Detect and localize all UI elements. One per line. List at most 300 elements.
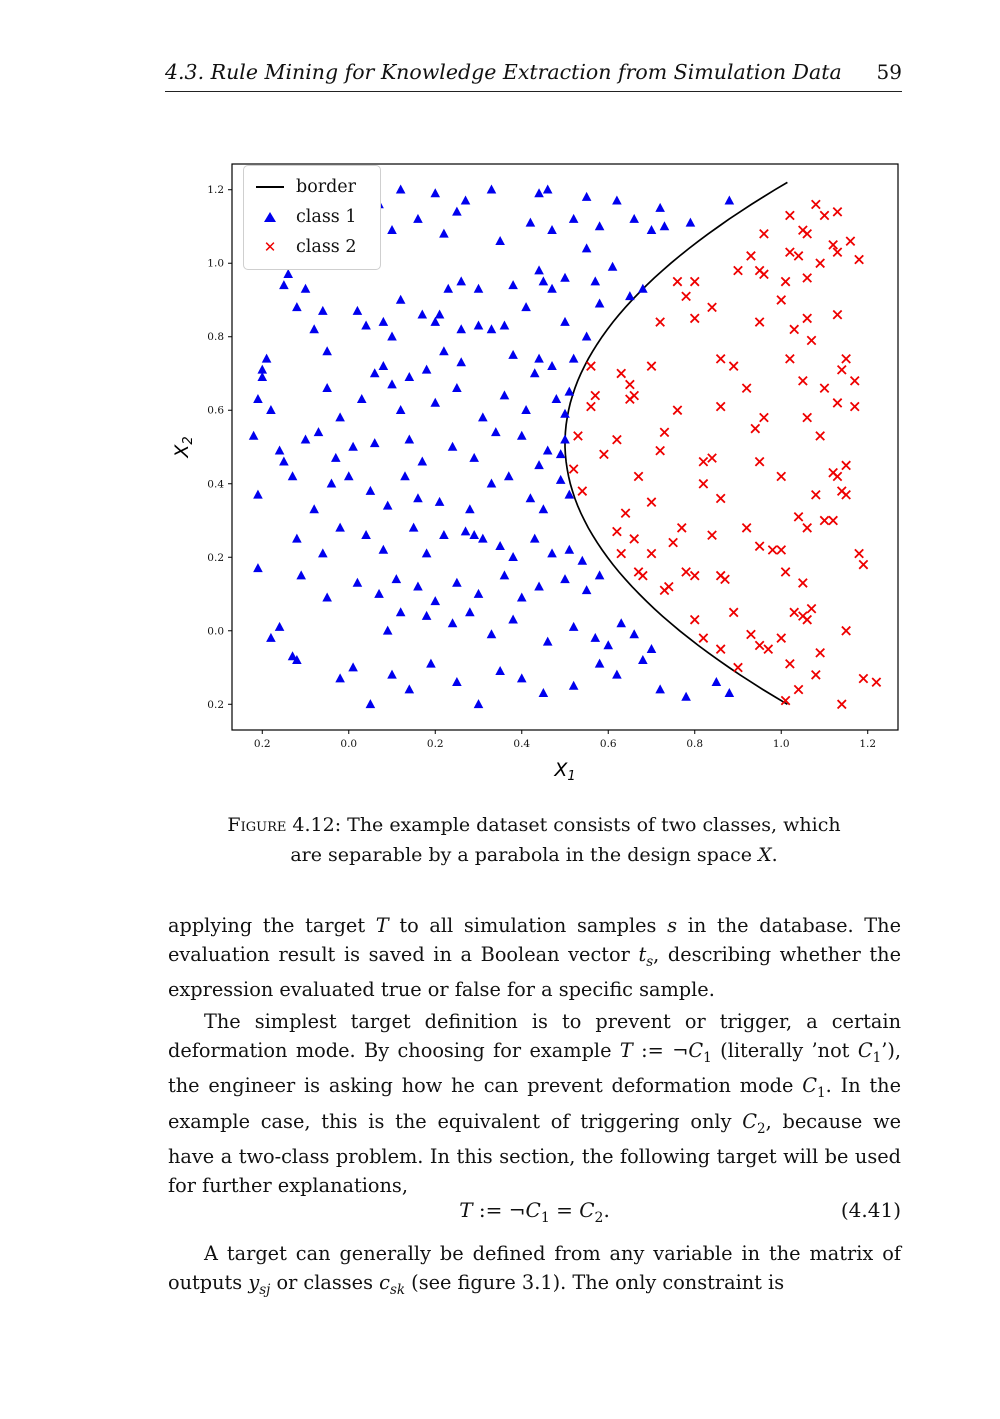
class2-marker: [820, 516, 828, 524]
class2-marker: [755, 542, 763, 550]
class1-marker: [435, 497, 445, 506]
class1-marker: [547, 284, 557, 293]
class1-marker: [448, 618, 458, 627]
class1-marker: [500, 570, 510, 579]
class1-marker: [638, 655, 648, 664]
class2-marker: [842, 355, 850, 363]
class1-marker: [612, 670, 622, 679]
class2-marker: [656, 318, 664, 326]
class2-marker: [781, 568, 789, 576]
class2-marker: [742, 524, 750, 532]
class1-marker: [456, 357, 466, 366]
y-tick-label: 0.6: [207, 404, 224, 417]
class1-marker: [279, 457, 289, 466]
class1-marker: [301, 284, 311, 293]
class2-marker: [755, 641, 763, 649]
class2-marker: [647, 549, 655, 557]
class1-marker: [543, 637, 553, 646]
class1-marker: [422, 548, 432, 557]
class1-marker: [487, 324, 497, 333]
class2-marker: [626, 380, 634, 388]
class2-marker: [859, 674, 867, 682]
class1-marker: [322, 346, 332, 355]
class1-marker: [452, 677, 462, 686]
class1-marker: [565, 387, 575, 396]
class1-marker: [543, 185, 553, 194]
class1-marker: [396, 405, 406, 414]
class1-marker: [547, 225, 557, 234]
class1-marker: [348, 662, 358, 671]
class1-marker: [253, 490, 263, 499]
class2-marker: [660, 428, 668, 436]
x-tick-label: 1.2: [859, 738, 877, 750]
class1-marker: [582, 243, 592, 252]
class1-marker: [582, 585, 592, 594]
class2-marker: [760, 230, 768, 238]
y-tick-label: 0.8: [207, 331, 224, 344]
class1-marker: [534, 581, 544, 590]
class1-marker: [487, 629, 497, 638]
class2-marker: [626, 395, 634, 403]
class1-marker: [461, 526, 471, 535]
class1-marker: [253, 563, 263, 572]
class2-marker: [846, 237, 854, 245]
class2-marker: [786, 248, 794, 256]
class1-marker: [379, 361, 389, 370]
class1-marker: [543, 445, 553, 454]
class2-marker: [747, 630, 755, 638]
class1-marker: [608, 262, 618, 271]
x-tick-label: 0.6: [599, 738, 617, 750]
class2-marker: [812, 491, 820, 499]
class1-marker: [452, 207, 462, 216]
class1-marker: [647, 644, 657, 653]
class1-marker: [253, 394, 263, 403]
y-axis-label: $X_2$: [171, 436, 196, 458]
class1-marker: [405, 372, 415, 381]
class2-marker: [621, 509, 629, 517]
class1-marker: [629, 629, 639, 638]
class2-marker: [777, 296, 785, 304]
page-number: 59: [876, 60, 902, 84]
class1-marker: [534, 188, 544, 197]
legend-entry-class2: [244, 232, 380, 262]
class1-marker: [590, 276, 600, 285]
x-tick-label: 0.2: [253, 738, 271, 750]
y-tick-label: 0.4: [207, 478, 224, 491]
class1-marker: [660, 221, 670, 230]
class1-marker: [335, 523, 345, 532]
class1-marker: [452, 383, 462, 392]
class1-marker: [725, 196, 735, 205]
class1-marker: [353, 306, 363, 315]
class1-marker: [465, 607, 475, 616]
class1-marker: [379, 317, 389, 326]
class1-marker: [590, 633, 600, 642]
class2-marker: [639, 571, 647, 579]
class1-marker: [361, 530, 371, 539]
x-axis-label: $X_1$: [554, 759, 576, 784]
class2-marker: [634, 472, 642, 480]
class2-marker: [829, 241, 837, 249]
class1-marker: [478, 412, 488, 421]
section-header-title: 4.3. Rule Mining for Knowledge Extraction from Simulation Data: [165, 60, 842, 84]
class1-marker: [521, 405, 531, 414]
class2-marker: [613, 435, 621, 443]
x-marker-icon: ✕: [263, 237, 277, 256]
class1-marker: [387, 225, 397, 234]
class1-marker: [508, 615, 518, 624]
class1-marker: [331, 453, 341, 462]
legend-label-class1: class 1: [296, 207, 357, 227]
class1-marker: [469, 530, 479, 539]
class2-marker: [794, 252, 802, 260]
class2-marker: [587, 402, 595, 410]
class2-marker: [691, 571, 699, 579]
class2-marker: [855, 549, 863, 557]
class1-marker: [430, 188, 440, 197]
class1-marker: [629, 214, 639, 223]
x-tick-label: 1.0: [772, 738, 790, 750]
y-tick-label: 0.2: [207, 551, 224, 564]
class2-marker: [742, 384, 750, 392]
y-tick-label: 0.0: [207, 625, 224, 638]
class1-marker: [534, 265, 544, 274]
class1-marker: [309, 504, 319, 513]
class2-marker: [803, 413, 811, 421]
class1-marker: [595, 221, 605, 230]
class1-marker: [344, 471, 354, 480]
class2-marker: [786, 660, 794, 668]
class1-marker: [413, 581, 423, 590]
class1-marker: [495, 541, 505, 550]
class1-marker: [275, 445, 285, 454]
class2-marker: [803, 274, 811, 282]
x-tick-label: 0.8: [686, 738, 704, 750]
class2-marker: [790, 325, 798, 333]
class1-marker: [296, 570, 306, 579]
class2-marker: [794, 513, 802, 521]
class2-marker: [820, 384, 828, 392]
class1-marker: [370, 438, 380, 447]
class2-marker: [569, 465, 577, 473]
class1-marker: [413, 214, 423, 223]
class1-marker: [517, 592, 527, 601]
class1-marker: [322, 592, 332, 601]
class1-marker: [405, 684, 415, 693]
class2-marker: [833, 310, 841, 318]
class1-marker: [530, 368, 540, 377]
class2-marker: [794, 685, 802, 693]
caption-line2: are separable by a parabola in the design space X.: [290, 844, 778, 866]
class2-marker: [600, 450, 608, 458]
class1-marker: [487, 185, 497, 194]
class2-marker: [803, 230, 811, 238]
class2-marker: [721, 575, 729, 583]
class2-marker: [574, 432, 582, 440]
class2-marker: [833, 399, 841, 407]
class1-marker: [322, 383, 332, 392]
class1-marker: [335, 673, 345, 682]
class1-marker: [655, 684, 665, 693]
class2-marker: [799, 579, 807, 587]
class2-marker: [660, 586, 668, 594]
class2-marker: [816, 432, 824, 440]
class1-marker: [530, 534, 540, 543]
class1-marker: [396, 607, 406, 616]
class1-marker: [413, 493, 423, 502]
border-line-icon: [244, 186, 296, 188]
class2-marker: [691, 314, 699, 322]
class1-marker: [625, 291, 635, 300]
class2-marker: [838, 700, 846, 708]
class1-marker: [439, 346, 449, 355]
y-tick-label: 1.2: [207, 184, 224, 197]
class1-marker: [452, 578, 462, 587]
class2-marker: [803, 524, 811, 532]
class1-marker: [327, 479, 337, 488]
class1-marker: [461, 196, 471, 205]
figure-caption: [168, 810, 900, 870]
class1-marker: [430, 398, 440, 407]
class1-marker: [569, 354, 579, 363]
class1-marker: [534, 460, 544, 469]
class1-marker: [396, 185, 406, 194]
class1-marker: [474, 321, 484, 330]
class1-marker: [647, 225, 657, 234]
class1-marker: [361, 321, 371, 330]
class2-marker: [669, 538, 677, 546]
class2-marker: [716, 645, 724, 653]
class1-marker: [491, 427, 501, 436]
class2-marker: [833, 208, 841, 216]
class1-marker: [357, 394, 367, 403]
class1-marker: [595, 298, 605, 307]
class2-marker: [699, 480, 707, 488]
class1-marker: [318, 306, 328, 315]
class1-marker: [560, 273, 570, 282]
class2-marker: [859, 560, 867, 568]
class1-marker: [508, 350, 518, 359]
class2-marker: [790, 608, 798, 616]
class2-marker: [708, 531, 716, 539]
class2-marker: [647, 362, 655, 370]
class1-marker: [387, 670, 397, 679]
class1-marker: [370, 368, 380, 377]
class2-marker: [838, 366, 846, 374]
class1-marker: [582, 332, 592, 341]
class2-marker: [760, 413, 768, 421]
class1-marker: [396, 295, 406, 304]
y-tick-label: 0.2: [207, 698, 224, 711]
class1-marker: [448, 442, 458, 451]
class2-marker: [617, 369, 625, 377]
class1-marker: [348, 442, 358, 451]
equation-4-41: [168, 1198, 901, 1228]
class1-marker: [478, 534, 488, 543]
page-header: [165, 60, 902, 92]
x-tick-label: 0.0: [340, 738, 358, 750]
class2-marker: [755, 458, 763, 466]
class2-marker: [786, 355, 794, 363]
class1-marker: [383, 501, 393, 510]
class2-marker: [820, 211, 828, 219]
class2-marker: [799, 377, 807, 385]
class2-marker: [734, 663, 742, 671]
class2-marker: [803, 616, 811, 624]
class1-marker: [405, 434, 415, 443]
series-class2: [569, 200, 880, 708]
class1-marker: [283, 269, 293, 278]
class1-marker: [569, 214, 579, 223]
class1-marker: [495, 666, 505, 675]
class1-marker: [565, 545, 575, 554]
class2-marker: [682, 292, 690, 300]
class1-marker: [435, 309, 445, 318]
class1-marker: [456, 324, 466, 333]
caption-label: Figure 4.12:: [227, 814, 342, 836]
class1-marker: [526, 493, 536, 502]
plot-legend: [243, 165, 381, 270]
class1-marker: [366, 486, 376, 495]
paragraph-1: applying the target T to all simulation samples s in the database. The evaluation result is saved in a Boolean vector $t_s$, describing whether the expression evaluated true or false for a specific sample.: [168, 914, 902, 1002]
class2-marker: [803, 314, 811, 322]
class2-marker: [647, 498, 655, 506]
class1-marker: [521, 302, 531, 311]
class1-marker: [318, 548, 328, 557]
legend-entry-border: [244, 172, 380, 202]
class2-marker: [777, 546, 785, 554]
class2-marker: [842, 461, 850, 469]
class2-marker: [829, 516, 837, 524]
class1-marker: [301, 434, 311, 443]
class1-marker: [474, 589, 484, 598]
class2-marker: [812, 200, 820, 208]
class2-marker: [656, 446, 664, 454]
class1-marker: [387, 379, 397, 388]
class1-marker: [504, 471, 514, 480]
class1-marker: [262, 354, 272, 363]
class2-marker: [768, 546, 776, 554]
class1-marker: [309, 324, 319, 333]
class1-marker: [422, 365, 432, 374]
class1-marker: [681, 692, 691, 701]
class2-marker: [807, 605, 815, 613]
class1-marker: [400, 471, 410, 480]
class1-marker: [366, 699, 376, 708]
class2-marker: [734, 266, 742, 274]
class1-marker: [595, 659, 605, 668]
legend-label-class2: class 2: [296, 237, 357, 257]
class2-marker: [751, 424, 759, 432]
class2-marker: [630, 535, 638, 543]
class1-marker: [387, 332, 397, 341]
class2-marker: [842, 491, 850, 499]
class2-marker: [716, 402, 724, 410]
class1-marker: [582, 192, 592, 201]
class1-marker: [379, 545, 389, 554]
class2-marker: [691, 616, 699, 624]
class1-marker: [539, 688, 549, 697]
class1-marker: [577, 556, 587, 565]
class1-marker: [500, 390, 510, 399]
class2-marker: [777, 472, 785, 480]
class1-marker: [534, 354, 544, 363]
equation-body: T := $\neg C_1 = C_2$.: [459, 1198, 610, 1226]
class1-marker: [655, 203, 665, 212]
class1-marker: [569, 622, 579, 631]
class2-marker: [591, 391, 599, 399]
class2-marker: [682, 568, 690, 576]
class1-marker: [292, 534, 302, 543]
class1-marker: [292, 302, 302, 311]
class2-marker: [851, 402, 859, 410]
class2-marker: [755, 318, 763, 326]
class2-marker: [708, 454, 716, 462]
class1-marker: [616, 618, 626, 627]
class1-marker: [465, 504, 475, 513]
class1-marker: [508, 280, 518, 289]
class1-marker: [487, 479, 497, 488]
class1-marker: [422, 611, 432, 620]
paragraph-2: The simplest target definition is to prevent or trigger, a certain deformation mode. By choosing for example T := $\neg C_1$ (literally ’not $C_1$’), the engineer is asking how he can prevent deformation mode $C_1$. In the example case, this is the equivalent of triggering only $C_2$, because we have a two-class problem. In this section, the following target will be used for further explanations,: [168, 1010, 902, 1197]
class1-marker: [539, 276, 549, 285]
class2-marker: [816, 649, 824, 657]
class1-marker: [474, 699, 484, 708]
class2-marker: [716, 355, 724, 363]
class1-marker: [392, 574, 402, 583]
class1-marker: [249, 431, 259, 440]
class1-marker: [508, 552, 518, 561]
class1-marker: [686, 218, 696, 227]
class1-marker: [417, 457, 427, 466]
class1-marker: [469, 453, 479, 462]
class1-marker: [560, 574, 570, 583]
class2-marker: [760, 270, 768, 278]
border-curve: [565, 182, 787, 704]
class2-marker: [747, 252, 755, 260]
class1-marker: [560, 434, 570, 443]
class2-marker: [729, 362, 737, 370]
class1-marker: [517, 431, 527, 440]
class1-marker: [556, 475, 566, 484]
class1-marker: [426, 659, 436, 668]
class1-marker: [314, 427, 324, 436]
class2-marker: [807, 336, 815, 344]
class1-marker: [266, 405, 276, 414]
class2-marker: [699, 634, 707, 642]
x-tick-label: 0.2: [426, 738, 444, 750]
class1-marker: [612, 196, 622, 205]
class1-marker: [712, 677, 722, 686]
class1-marker: [725, 688, 735, 697]
class1-marker: [383, 626, 393, 635]
class1-marker: [517, 673, 527, 682]
class2-marker: [578, 487, 586, 495]
class2-marker: [673, 277, 681, 285]
class2-marker: [833, 248, 841, 256]
legend-label-border: border: [296, 177, 357, 197]
class2-marker: [855, 255, 863, 263]
class2-marker: [691, 277, 699, 285]
class2-marker: [851, 377, 859, 385]
caption-text1: The example dataset consists of two classes, which: [347, 814, 841, 836]
figure-4-12: [168, 148, 913, 788]
class1-marker: [547, 548, 557, 557]
class2-marker: [613, 527, 621, 535]
class1-marker: [495, 236, 505, 245]
class1-marker: [569, 681, 579, 690]
